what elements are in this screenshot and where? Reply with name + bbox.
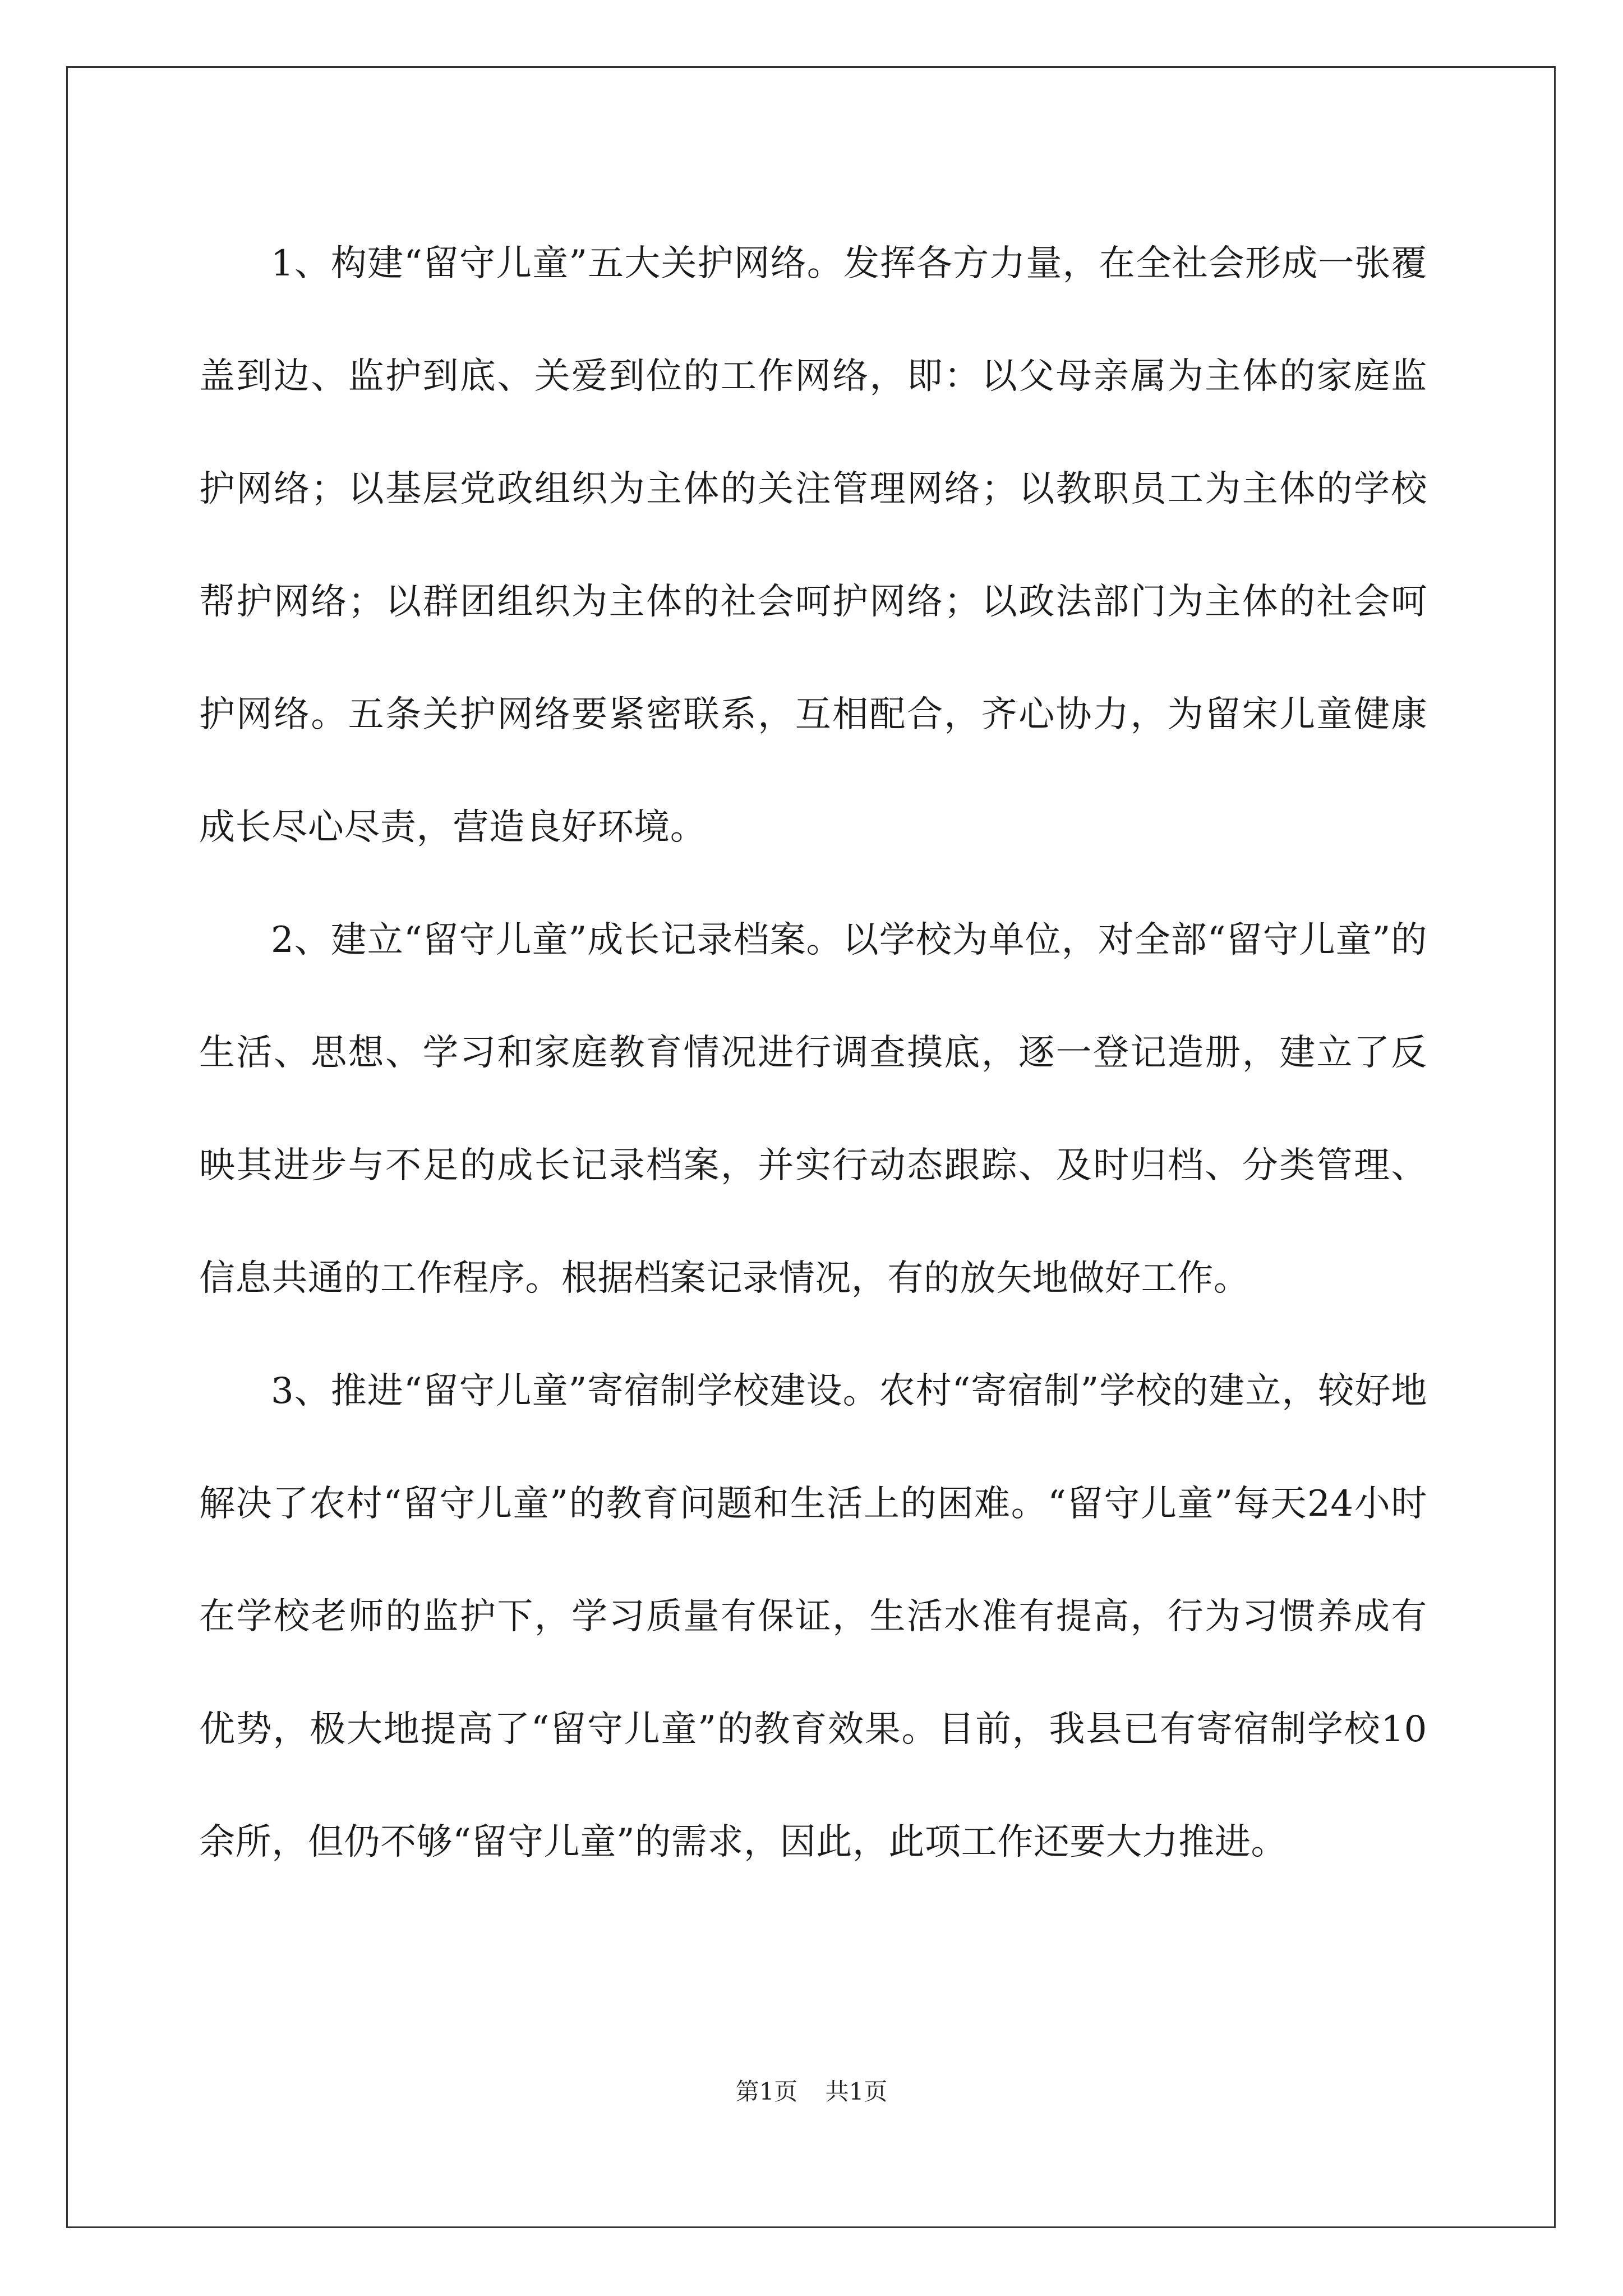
page-footer <box>0 2073 1623 2107</box>
document-body <box>199 208 1427 1899</box>
paragraph-2: 2、建立“留守儿童”成长记录档案。以学校为单位，对全部“留守儿童”的生活、思想、学习和家庭教育情况进行调查摸底，逐一登记造册，建立了反映其进步与不足的成长记录档案，并实行动态跟踪、及时归档、分类管理、信息共通的工作程序。根据档案记录情况，有的放矢地做好工作。 <box>199 919 1427 1299</box>
page-number-total: 共1页 <box>825 2078 888 2105</box>
paragraph-1: 1、构建“留守儿童”五大关护网络。发挥各方力量，在全社会形成一张覆盖到边、监护到底、关爱到位的工作网络，即：以父母亲属为主体的家庭监护网络；以基层党政组织为主体的关注管理网络；以教职员工为主体的学校帮护网络；以群团组织为主体的社会呵护网络；以政法部门为主体的社会呵护网络。五条关护网络要紧密联系，互相配合，齐心协力，为留宋儿童健康成长尽心尽责，营造良好环境。 <box>199 243 1427 848</box>
paragraph-3: 3、推进“留守儿童”寄宿制学校建设。农村“寄宿制”学校的建立，较好地解决了农村“留守儿童”的教育问题和生活上的困难。“留守儿童”每天24小时在学校老师的监护下，学习质量有保证，生活水准有提高，行为习惯养成有优势，极大地提高了“留守儿童”的教育效果。目前，我县已有寄宿制学校10余所，但仍不够“留守儿童”的需求，因此，此项工作还要大力推进。 <box>199 1370 1427 1863</box>
page-number-current: 第1页 <box>735 2078 798 2105</box>
